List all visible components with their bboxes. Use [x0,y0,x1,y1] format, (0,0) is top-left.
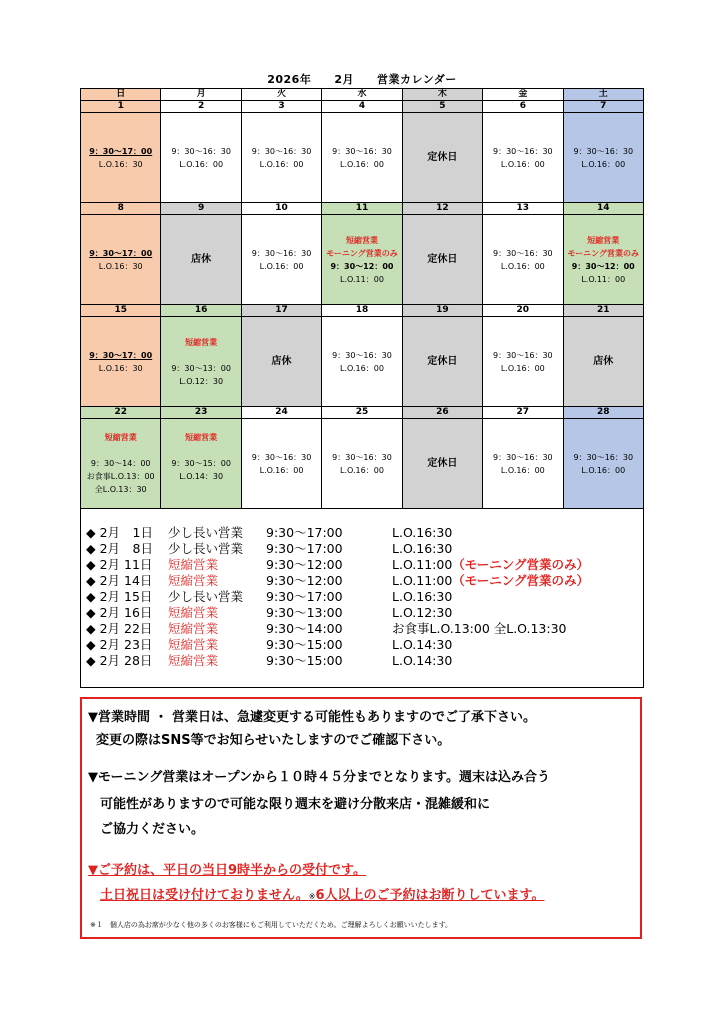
last-order: L.O.16：00 [259,159,304,169]
schedule-type: 短縮営業 [168,653,219,668]
schedule-date: ◆ 2月 23日 [86,637,153,652]
date-row [81,101,644,113]
schedule-last-order: L.O.14:30 [392,637,453,652]
morning-only-label: モーニング営業のみ [326,248,398,258]
last-order: L.O.16：00 [500,261,545,271]
schedule-last-order: L.O.14:30 [392,653,453,668]
last-order: L.O.16：00 [259,261,304,271]
date-number: 5 [402,101,482,113]
day-cell [322,215,402,305]
last-order: お食事L.O.13：00 [86,472,155,481]
list-item [86,605,589,621]
date-number: 9 [161,203,241,215]
day-cell [402,113,482,203]
short-hours-label: 短縮営業 [587,235,620,245]
date-number: 6 [483,101,563,113]
last-order: L.O.16：30 [98,363,143,373]
date-row [81,305,644,317]
schedule-type: 短縮営業 [168,557,219,572]
weekday-thu: 木 [402,89,482,101]
hours: 9：30～14：00 [90,459,151,468]
date-number: 13 [483,203,563,215]
day-cell [161,215,241,305]
day-cell [161,113,241,203]
schedule-date: ◆ 2月 16日 [86,605,153,620]
notice-line: 変更の際はSNS等でお知らせいたしますのでご確認下さい。 [96,733,451,748]
day-cell [402,317,482,407]
date-row [81,407,644,419]
schedule-date: ◆ 2月 1日 [86,525,153,540]
list-item [86,653,589,669]
reservation-notice [100,884,545,908]
schedule-date: ◆ 2月 11日 [86,557,153,572]
list-item [86,525,589,541]
hours: 9：30～16：30 [573,452,634,462]
weekday-wed: 水 [322,89,402,101]
day-cell [483,419,563,509]
date-number: 4 [322,101,402,113]
schedule-type: 少し長い営業 [168,541,244,556]
date-number: 2 [161,101,241,113]
closed-label: 定休日 [427,458,458,469]
weekday-fri: 金 [483,89,563,101]
date-number: 28 [563,407,643,419]
weekday-mon: 月 [161,89,241,101]
last-order: L.O.16：00 [259,465,304,475]
short-hours-label: 短縮営業 [185,337,218,347]
date-number: 25 [322,407,402,419]
day-cell-row [81,419,644,509]
date-number: 10 [241,203,321,215]
last-order: L.O.11：00 [340,274,384,284]
schedule-type: 少し長い営業 [168,525,244,540]
date-number: 16 [161,305,241,317]
last-order: L.O.14：30 [179,472,224,481]
hours: 9：30～13：00 [171,363,231,373]
day-cell [563,317,643,407]
date-number: 22 [81,407,161,419]
date-number: 21 [563,305,643,317]
date-row [81,203,644,215]
schedule-hours: 9:30～17:00 [266,589,343,604]
hours: 9：30～12：00 [571,261,635,271]
schedule-date: ◆ 2月 28日 [86,653,153,668]
date-number: 24 [241,407,321,419]
day-cell [483,317,563,407]
last-order: L.O.16：00 [500,465,545,475]
hours: 9：30～17：00 [89,146,153,156]
calendar-title: 2026年 2月 営業カレンダー [267,73,457,86]
schedule-hours: 9:30～17:00 [266,541,343,556]
day-cell [81,317,161,407]
date-number: 23 [161,407,241,419]
schedule-last-order: お食事L.O.13:00 全L.O.13:30 [392,621,567,636]
day-cell-row [81,317,644,407]
reservation-notice: ▼ご予約は、平日の当日9時半からの受付です。 [88,863,367,878]
schedule-type: 短縮営業 [168,605,219,620]
last-order: L.O.16：00 [581,465,626,475]
notice-line: ▼モーニング営業はオープンから１０時４５分までとなります。週末は込み合う [88,770,551,785]
hours: 9：30～16：30 [573,146,634,156]
hours: 9：30～16：30 [493,452,553,462]
weekend-notice: 土日祝日は受け付けておりません。 [100,888,309,903]
schedule-hours: 9:30～12:00 [266,573,343,588]
weekday-header-row [81,89,644,101]
list-item [86,573,589,589]
last-order: L.O.16：00 [340,363,384,373]
schedule-type: 短縮営業 [168,637,219,652]
day-cell [241,113,321,203]
last-order: L.O.16：00 [340,465,384,475]
closed-label: 定休日 [427,356,458,367]
date-number: 17 [241,305,321,317]
short-hours-label: 短縮営業 [345,235,378,245]
hours: 9：30～16：30 [493,248,553,258]
list-item [86,541,589,557]
day-cell [483,215,563,305]
date-number: 8 [81,203,161,215]
hours: 9：30～16：30 [493,146,553,156]
closed-label: 店休 [593,356,614,367]
schedule-last-order: L.O.12:30 [392,605,453,620]
closed-label: 店休 [271,356,292,367]
date-number: 12 [402,203,482,215]
schedule-type: 少し長い営業 [168,589,244,604]
notice-line: 可能性がありますので可能な限り週末を避け分散来店・混雑緩和に [100,797,491,812]
schedule-type: 短縮営業 [168,621,219,636]
schedule-last-order: L.O.11:00 [392,573,453,588]
schedule-date: ◆ 2月 8日 [86,541,153,556]
date-number: 11 [322,203,402,215]
footnote-mark: ※ [308,892,316,901]
closed-label: 店休 [191,254,212,265]
last-order: L.O.11：00 [581,274,626,284]
hours: 9：30～16：30 [332,452,392,462]
list-item [86,557,589,573]
date-number: 7 [563,101,643,113]
weekday-sat: 土 [563,89,643,101]
hours: 9：30～16：30 [251,146,312,156]
schedule-hours: 9:30～14:00 [266,621,343,636]
last-order: L.O.16：00 [581,159,626,169]
schedule-last-order: L.O.16:30 [392,589,453,604]
last-order: L.O.16：00 [500,363,545,373]
closed-label: 定休日 [427,152,458,163]
date-number: 18 [322,305,402,317]
day-cell [161,419,241,509]
last-order: L.O.16：00 [340,159,384,169]
day-cell [402,419,482,509]
list-item [86,589,589,605]
notice-line: ご協力ください。 [100,822,205,837]
schedule-date: ◆ 2月 22日 [86,621,153,636]
day-cell [322,113,402,203]
schedule-hours: 9:30～17:00 [266,525,343,540]
hours: 9：30～17：00 [89,248,153,258]
day-cell [563,113,643,203]
group-notice: 6人以上のご予約はお断りしています。 [315,888,545,903]
date-number: 27 [483,407,563,419]
schedule-date: ◆ 2月 15日 [86,589,153,604]
list-item [86,621,589,637]
day-cell [241,419,321,509]
schedule-last-order: L.O.11:00 [392,557,453,572]
day-cell-row [81,113,644,203]
last-order: L.O.16：00 [179,159,224,169]
date-number: 26 [402,407,482,419]
day-cell [81,419,161,509]
hours: 9：30～16：30 [493,350,553,360]
schedule-date: ◆ 2月 14日 [86,573,153,588]
schedule-hours: 9:30～15:00 [266,637,343,652]
schedule-hours: 9:30～15:00 [266,653,343,668]
hours: 9：30～12：00 [330,261,394,271]
special-hours-list [86,525,589,669]
last-order: L.O.16：30 [98,159,143,169]
last-order: L.O.16：30 [98,261,143,271]
hours: 9：30～16：30 [251,452,312,462]
day-cell [402,215,482,305]
schedule-note: （モーニング営業のみ） [452,573,590,588]
day-cell [563,419,643,509]
weekday-tue: 火 [241,89,321,101]
date-number: 3 [241,101,321,113]
day-cell [322,317,402,407]
schedule-hours: 9:30～12:00 [266,557,343,572]
last-order: L.O.12：30 [179,376,224,386]
hours: 9：30～16：30 [251,248,312,258]
schedule-note: （モーニング営業のみ） [452,557,590,572]
schedule-last-order: L.O.16:30 [392,541,453,556]
hours: 9：30～17：00 [89,350,153,360]
last-order: L.O.16：00 [500,159,545,169]
day-cell [483,113,563,203]
day-cell [322,419,402,509]
day-cell [161,317,241,407]
notice-line: ▼営業時間 ・ 営業日は、急遽変更する可能性もありますのでご了承下さい。 [88,710,537,725]
hours: 9：30～16：30 [332,146,392,156]
last-order-all: 全L.O.13：30 [94,485,147,494]
date-number: 15 [81,305,161,317]
day-cell [81,215,161,305]
schedule-hours: 9:30～13:00 [266,605,343,620]
day-cell [81,113,161,203]
schedule-type: 短縮営業 [168,573,219,588]
date-number: 1 [81,101,161,113]
list-item [86,637,589,653]
business-calendar [80,88,644,509]
morning-only-label: モーニング営業のみ [567,248,640,258]
day-cell-row [81,215,644,305]
day-cell [241,215,321,305]
short-hours-label: 短縮営業 [104,433,137,442]
date-number: 20 [483,305,563,317]
hours: 9：30～16：30 [171,146,231,156]
closed-label: 定休日 [427,254,458,265]
date-number: 14 [563,203,643,215]
day-cell [563,215,643,305]
schedule-last-order: L.O.16:30 [392,525,453,540]
weekday-sun: 日 [81,89,161,101]
footnote: ※１ 個人店の為お席が少なく他の多くのお客様にもご利用していただくため。ご理解よろしくお願いいたします。 [90,921,453,929]
short-hours-label: 短縮営業 [185,433,218,442]
day-cell [241,317,321,407]
hours: 9：30～15：00 [171,459,231,468]
date-number: 19 [402,305,482,317]
hours: 9：30～16：30 [332,350,392,360]
